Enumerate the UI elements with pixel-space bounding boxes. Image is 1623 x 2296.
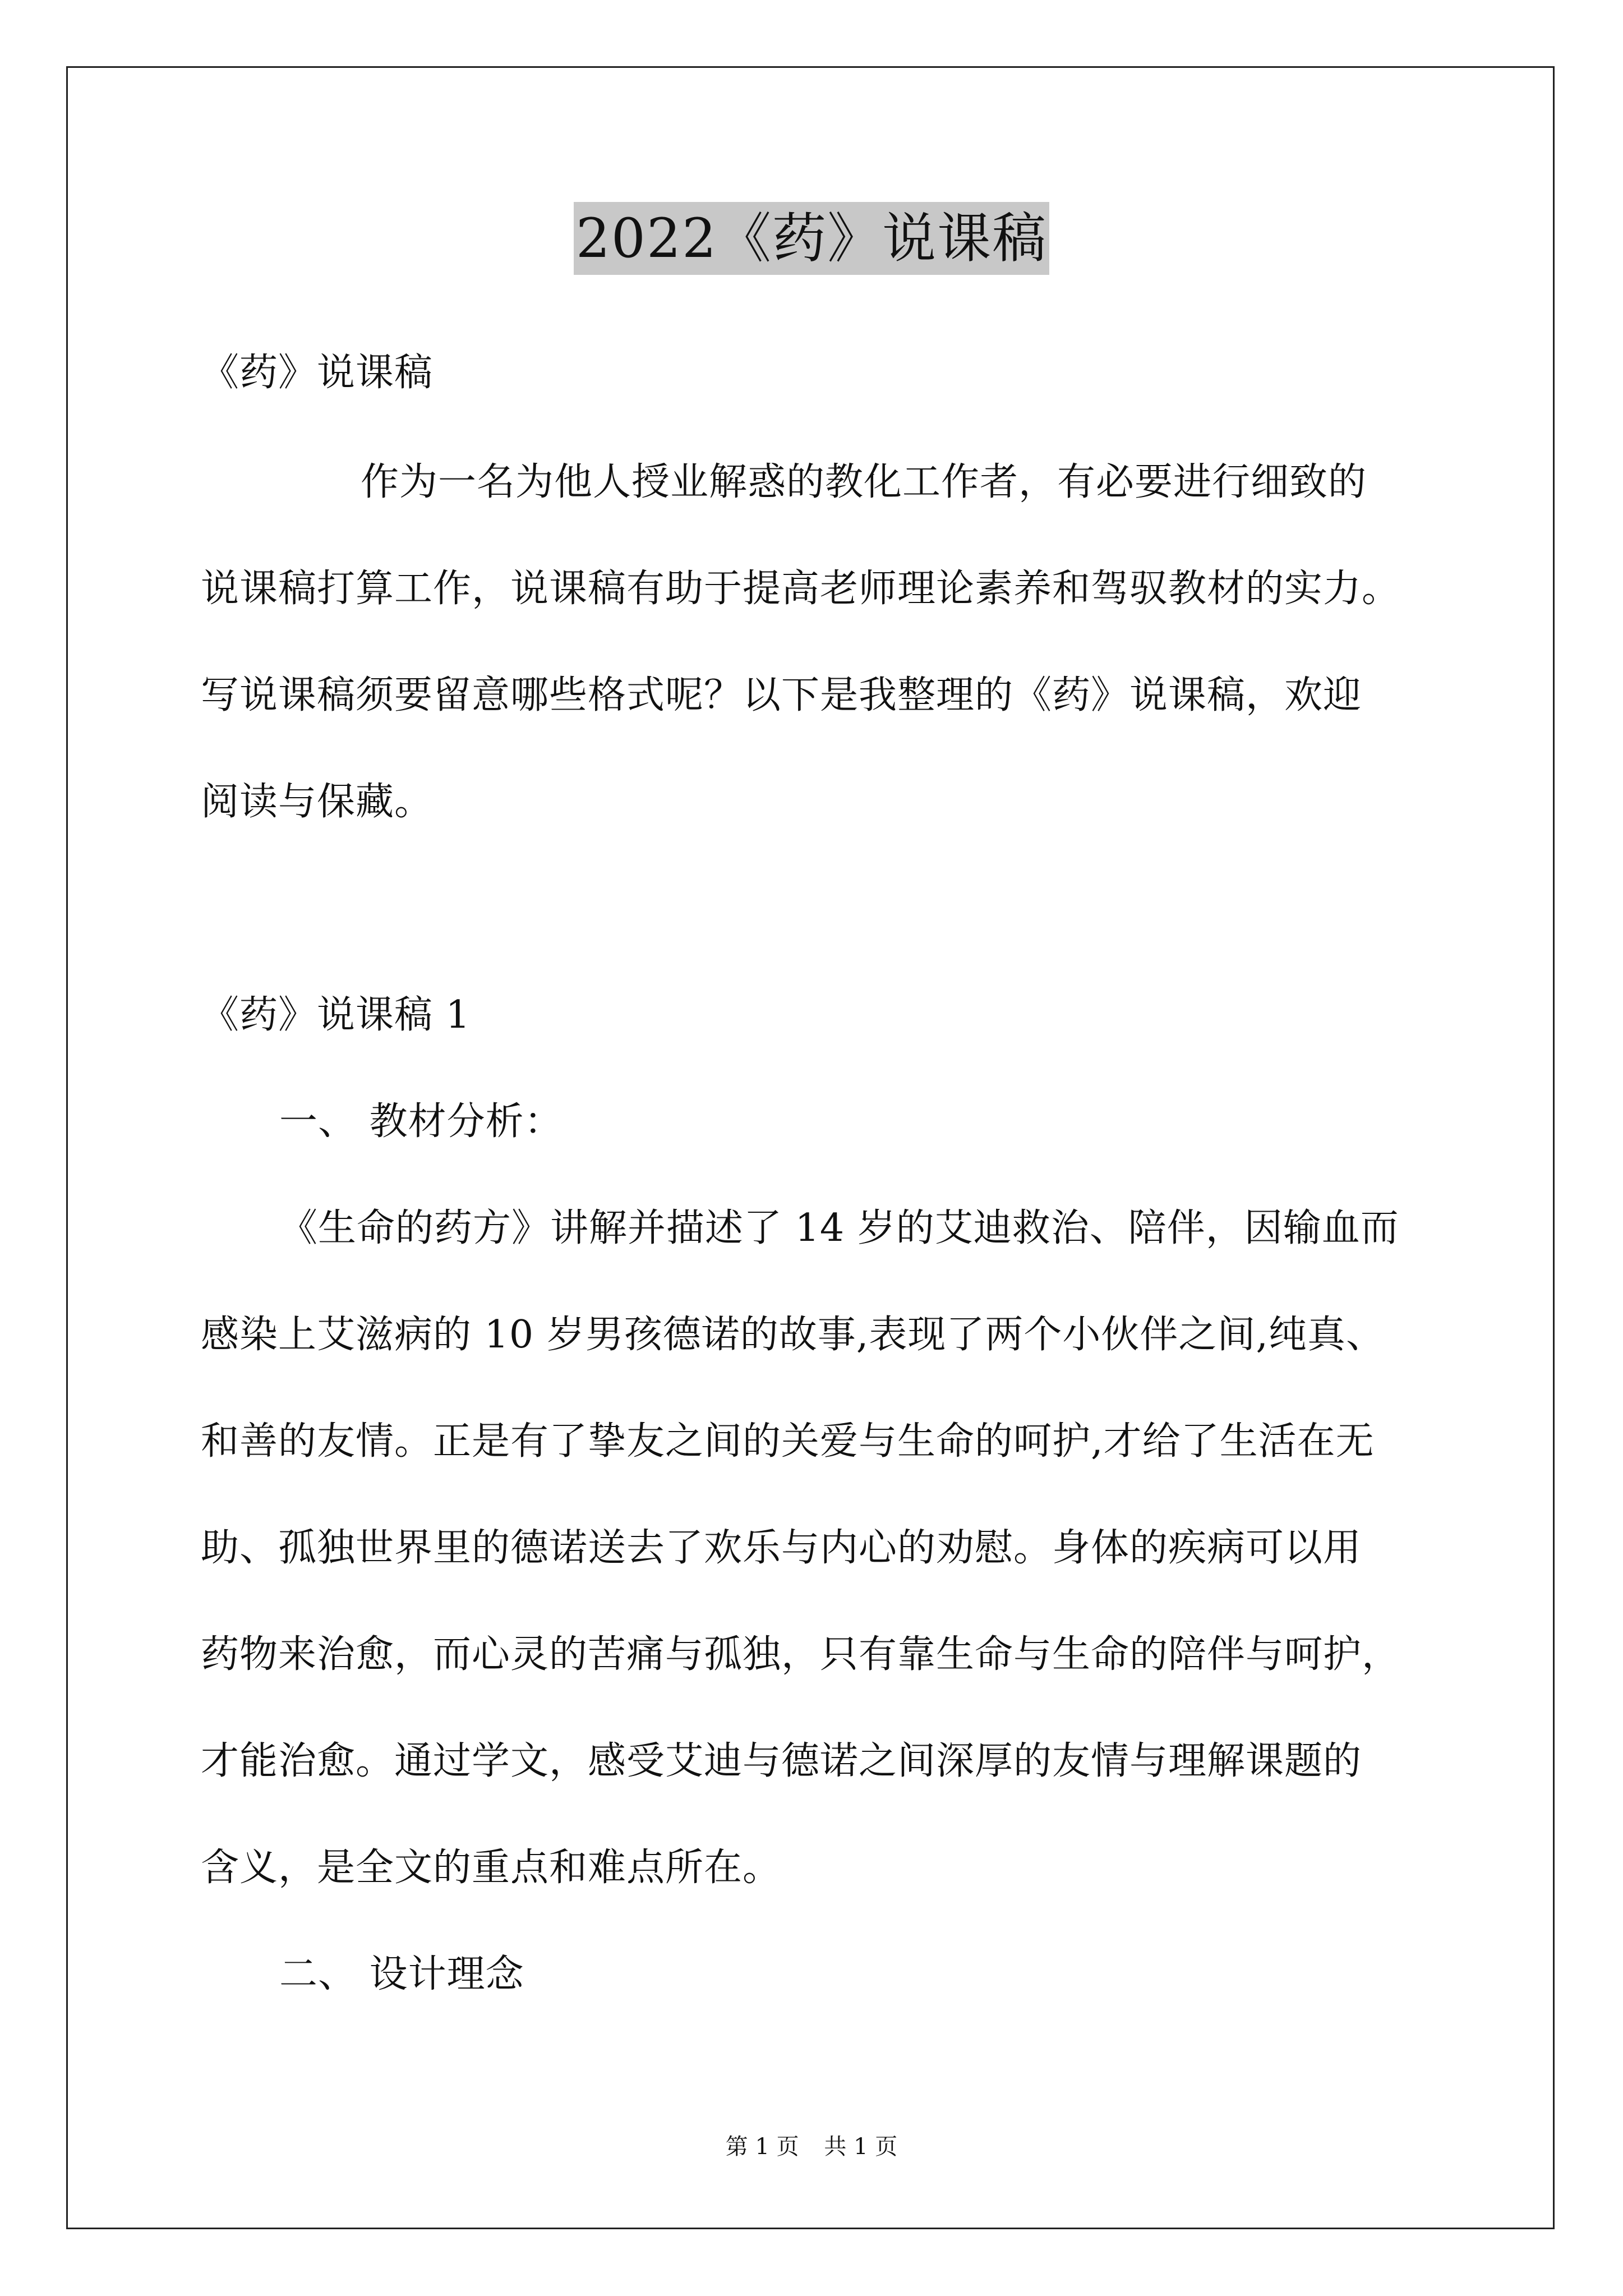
page-total: 共 1 页 — [824, 2134, 898, 2160]
body-line-5: 药物来治愈，而心灵的苦痛与孤独，只有靠生命与生命的陪伴与呵护， — [201, 1632, 1401, 1677]
section-title: 《药》说课稿 1 — [201, 993, 471, 1037]
body-line-6: 才能治愈。通过学文，感受艾迪与德诺之间深厚的友情与理解课题的 — [201, 1739, 1362, 1783]
page-number: 第 1 页 — [725, 2134, 799, 2160]
intro-line-1: 作为一名为他人授业解惑的教化工作者，有必要进行细致的 — [361, 460, 1367, 504]
heading-design-concept: 二、 设计理念 — [279, 1952, 524, 1996]
title-container — [0, 202, 1623, 275]
document-title: 2022《药》说课稿 — [574, 202, 1049, 275]
body-line-1: 《生命的药方》讲解并描述了 14 岁的艾迪救治、陪伴，因输血而 — [279, 1206, 1399, 1250]
intro-line-4: 阅读与保藏。 — [201, 780, 434, 824]
intro-line-2: 说课稿打算工作，说课稿有助于提高老师理论素养和驾驭教材的实力。 — [201, 567, 1401, 611]
intro-line-3: 写说课稿须要留意哪些格式呢？以下是我整理的《药》说课稿，欢迎 — [201, 673, 1362, 717]
body-line-7: 含义，是全文的重点和难点所在。 — [201, 1846, 782, 1890]
body-line-3: 和善的友情。正是有了挚友之间的关爱与生命的呵护,才给了生活在无 — [201, 1419, 1375, 1464]
body-line-4: 助、孤独世界里的德诺送去了欢乐与内心的劝慰。身体的疾病可以用 — [201, 1526, 1362, 1570]
document-subtitle: 《药》说课稿 — [201, 351, 434, 395]
body-line-2: 感染上艾滋病的 10 岁男孩德诺的故事,表现了两个小伙伴之间,纯真、 — [201, 1313, 1385, 1357]
page-footer — [0, 2133, 1623, 2161]
heading-textbook-analysis: 一、 教材分析： — [279, 1099, 563, 1144]
